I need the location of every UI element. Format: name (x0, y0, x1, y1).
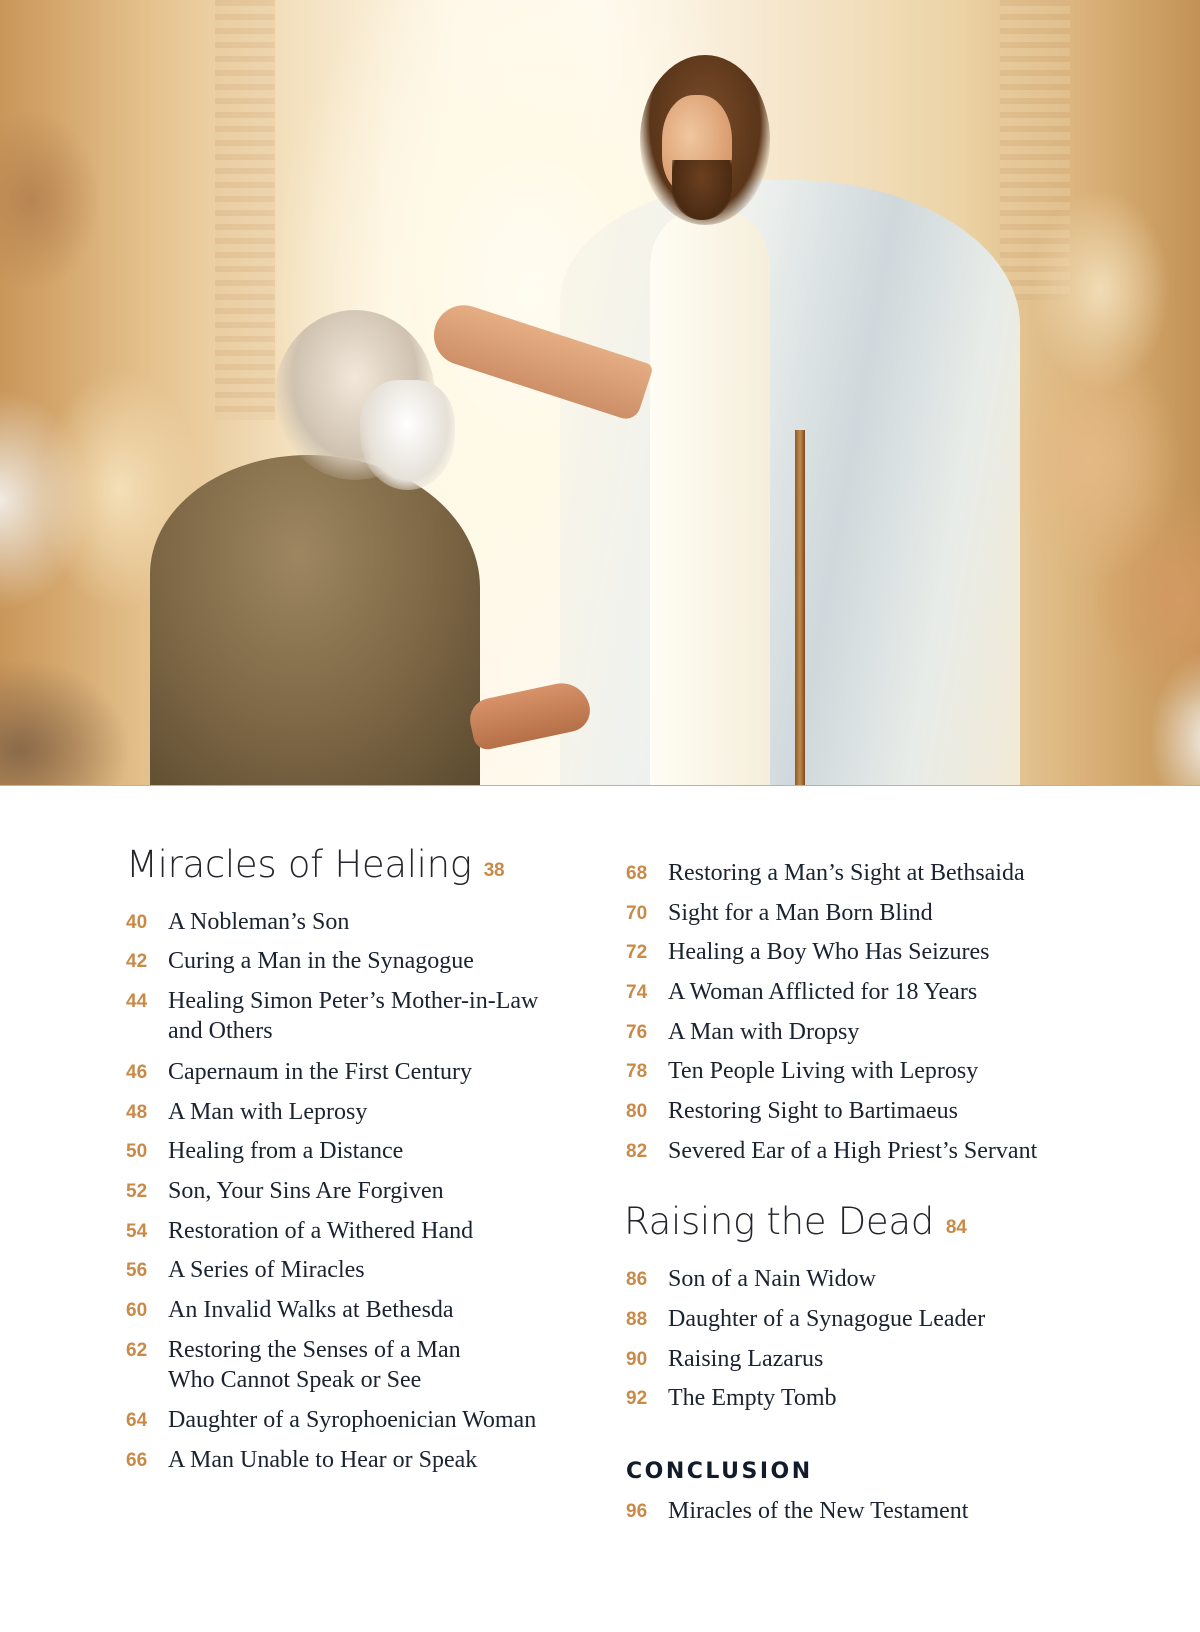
section-heading-healing[interactable] (126, 843, 504, 886)
page-number: 50 (126, 1141, 148, 1162)
entry-title-line2: and Others (168, 1018, 273, 1044)
toc-entry[interactable] (626, 1264, 876, 1295)
entry-title (168, 1335, 461, 1395)
toc-entry[interactable] (126, 1097, 367, 1128)
entry-title: A Series of Miracles (168, 1257, 365, 1283)
jesus-robe (560, 180, 1020, 786)
toc-entry[interactable] (126, 1176, 444, 1207)
toc-entry[interactable] (126, 946, 474, 977)
entry-title: The Empty Tomb (668, 1385, 837, 1411)
entry-title-line1: Healing Simon Peter’s Mother-in-Law (168, 988, 539, 1014)
entry-title: A Man with Dropsy (668, 1019, 860, 1045)
page-number: 92 (626, 1388, 648, 1409)
toc-entry[interactable] (626, 858, 1025, 889)
toc-entry[interactable] (626, 1496, 968, 1527)
section-title: Miracles of Healing (126, 843, 472, 886)
page-number: 90 (626, 1349, 648, 1370)
entry-title: Healing a Boy Who Has Seizures (668, 939, 990, 965)
page-number: 80 (626, 1101, 648, 1122)
page-number: 86 (626, 1269, 648, 1290)
hero-painting (0, 0, 1200, 786)
entry-title: Raising Lazarus (668, 1346, 824, 1372)
toc-entry[interactable] (126, 1445, 477, 1476)
staff (795, 430, 805, 786)
entry-title-line2: Who Cannot Speak or See (168, 1367, 422, 1393)
page-number: 64 (126, 1410, 148, 1431)
entry-title: Restoring a Man’s Sight at Bethsaida (668, 860, 1025, 886)
section-page-number: 38 (483, 860, 505, 881)
toc-entry[interactable] (626, 898, 933, 929)
entry-title: A Man Unable to Hear or Speak (168, 1447, 478, 1473)
page-number: 66 (126, 1450, 148, 1471)
section-title: Raising the Dead (624, 1200, 934, 1243)
page-number: 54 (126, 1221, 148, 1242)
page-number: 68 (626, 863, 648, 884)
page-number: 40 (126, 912, 148, 933)
toc-entry[interactable] (626, 1304, 985, 1335)
entry-title: Miracles of the New Testament (668, 1498, 969, 1524)
page-number: 42 (126, 951, 148, 972)
toc-entry[interactable] (126, 1216, 473, 1247)
entry-title: Restoration of a Withered Hand (168, 1218, 474, 1244)
conclusion-heading[interactable]: CONCLUSION (626, 1459, 813, 1484)
kneeling-man-body (150, 455, 480, 786)
toc-entry[interactable] (626, 1344, 823, 1375)
page-number: 82 (626, 1141, 648, 1162)
toc-entry[interactable] (626, 1383, 837, 1414)
entry-title: Healing from a Distance (168, 1138, 404, 1164)
entry-title (168, 986, 538, 1046)
entry-title: Ten People Living with Leprosy (668, 1058, 979, 1084)
page-number: 78 (626, 1061, 648, 1082)
toc-entry[interactable] (126, 1335, 461, 1395)
page-number: 76 (626, 1022, 648, 1043)
entry-title: Son of a Nain Widow (668, 1266, 876, 1292)
toc-entry[interactable] (126, 1295, 454, 1326)
entry-title: A Nobleman’s Son (168, 909, 350, 935)
page-number: 62 (126, 1340, 148, 1361)
toc-entry[interactable] (126, 1405, 536, 1436)
entry-title: Daughter of a Synagogue Leader (668, 1306, 986, 1332)
page-number: 70 (626, 903, 648, 924)
page-number: 44 (126, 991, 148, 1012)
toc-entry[interactable] (126, 986, 538, 1046)
toc-entry[interactable] (126, 1057, 472, 1088)
entry-title-line1: Restoring the Senses of a Man (168, 1337, 461, 1363)
entry-title: Curing a Man in the Synagogue (168, 948, 474, 974)
page-number: 72 (626, 942, 648, 963)
page-number: 46 (126, 1062, 148, 1083)
jesus-robe-inner (650, 210, 770, 786)
toc-entry[interactable] (126, 907, 349, 938)
entry-title: Son, Your Sins Are Forgiven (168, 1178, 444, 1204)
toc-entry[interactable] (626, 1017, 859, 1048)
entry-title: Capernaum in the First Century (168, 1059, 472, 1085)
page-number: 74 (626, 982, 648, 1003)
page-number: 88 (626, 1309, 648, 1330)
section-page-number: 84 (945, 1217, 967, 1238)
image-bottom-edge (0, 785, 1200, 786)
toc-entry[interactable] (626, 1136, 1037, 1167)
jesus-beard (672, 160, 732, 220)
toc-entry[interactable] (126, 1136, 403, 1167)
page-number: 48 (126, 1102, 148, 1123)
page-number: 96 (626, 1501, 648, 1522)
left-pillar (215, 0, 275, 420)
kneeling-man-beard (360, 380, 455, 490)
toc-entry[interactable] (626, 1096, 958, 1127)
page-number: 52 (126, 1181, 148, 1202)
toc-entry[interactable] (126, 1255, 365, 1286)
entry-title: A Man with Leprosy (168, 1099, 368, 1125)
entry-title: Daughter of a Syrophoenician Woman (168, 1407, 537, 1433)
entry-title: Sight for a Man Born Blind (668, 900, 933, 926)
entry-title: Severed Ear of a High Priest’s Servant (668, 1138, 1038, 1164)
toc-entry[interactable] (626, 1056, 978, 1087)
page-number: 56 (126, 1260, 148, 1281)
entry-title: A Woman Afflicted for 18 Years (668, 979, 978, 1005)
entry-title: Restoring Sight to Bartimaeus (668, 1098, 958, 1124)
toc-entry[interactable] (626, 937, 989, 968)
page-number: 60 (126, 1300, 148, 1321)
section-heading-raising-dead[interactable] (624, 1200, 966, 1243)
entry-title: An Invalid Walks at Bethesda (168, 1297, 454, 1323)
toc-entry[interactable] (626, 977, 977, 1008)
